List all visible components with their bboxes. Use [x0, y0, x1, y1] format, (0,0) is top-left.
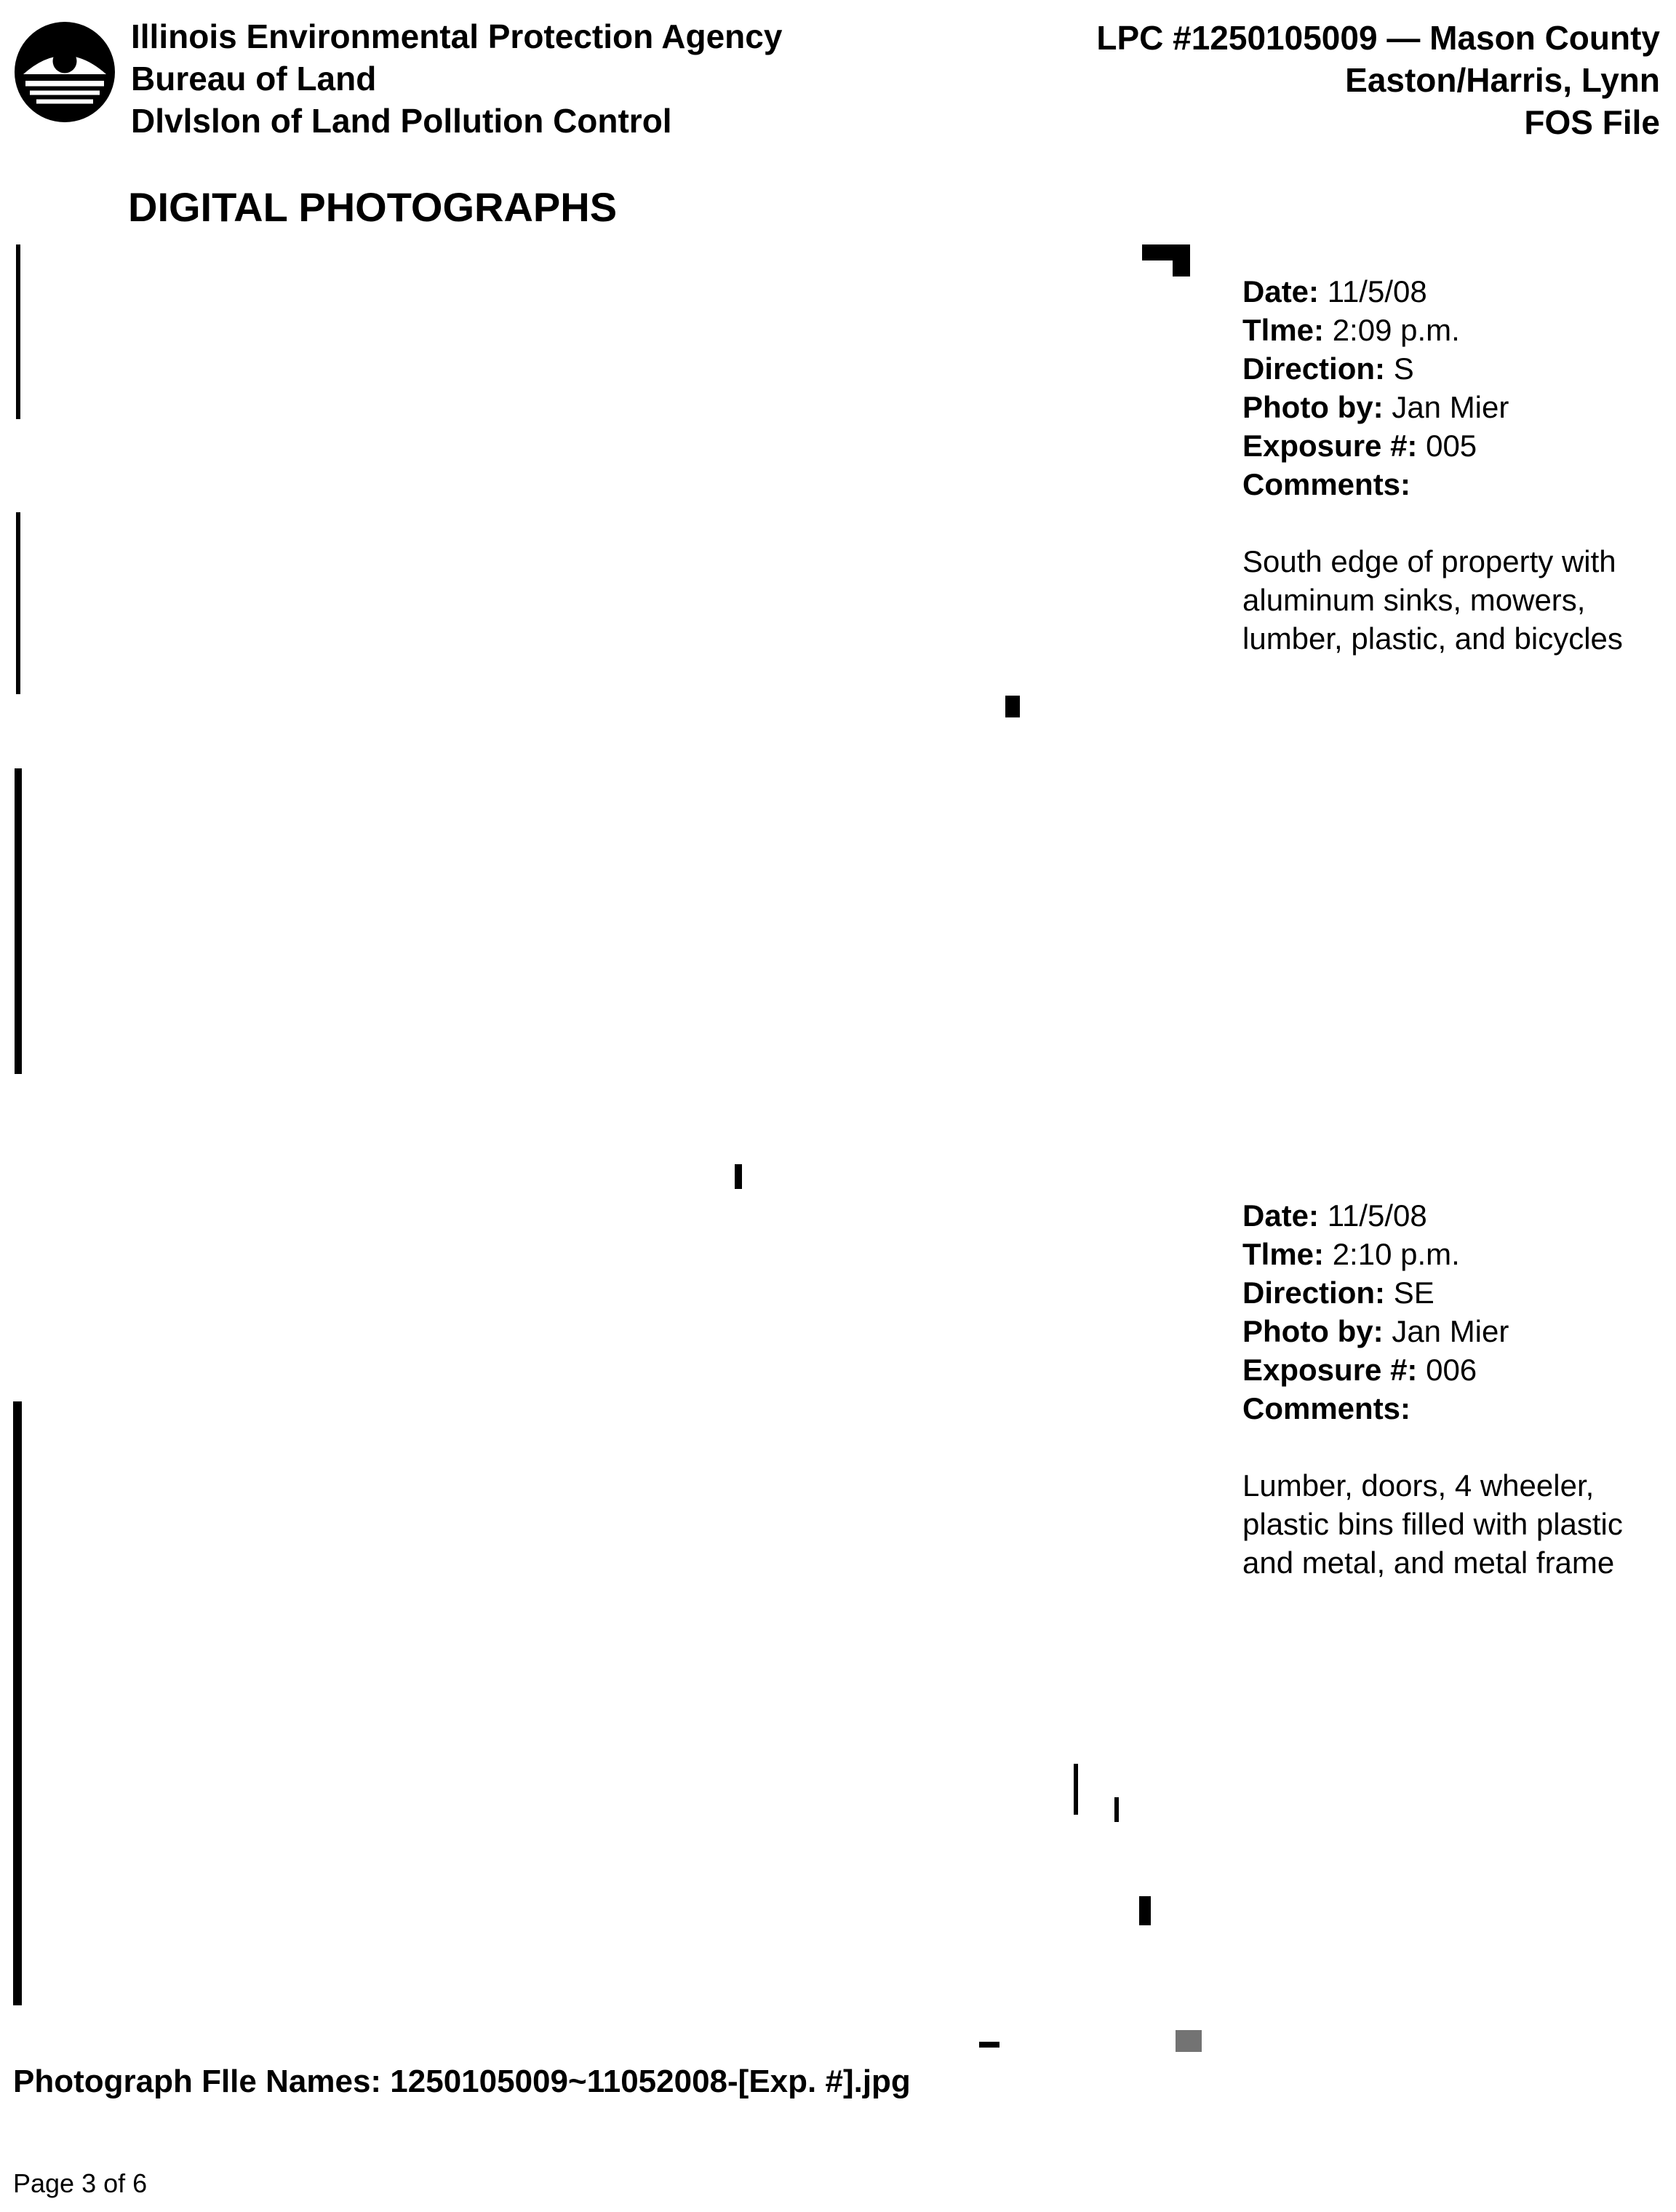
direction-value: S [1393, 351, 1414, 386]
scan-artifact [1173, 260, 1190, 276]
scan-artifact [1139, 1896, 1151, 1925]
scan-artifact [16, 244, 20, 419]
date-value: 11/5/08 [1327, 1198, 1427, 1233]
photo-info-1 [1242, 272, 1650, 658]
direction-value: SE [1393, 1276, 1434, 1310]
exposure-value: 006 [1426, 1353, 1477, 1387]
photo-file-names: Photograph Flle Names: 1250105009~11052008-[Exp. #].jpg [13, 2064, 911, 2099]
site-name: Easton/Harris, Lynn [1345, 61, 1660, 99]
scan-artifact [16, 512, 20, 694]
exposure-label: Exposure #: [1242, 1353, 1418, 1387]
date-value: 11/5/08 [1327, 274, 1427, 309]
photo-by-value: Jan Mier [1392, 1314, 1509, 1348]
scan-artifact [15, 768, 22, 1074]
time-value: 2:09 p.m. [1332, 313, 1460, 347]
scan-artifact [1114, 1797, 1119, 1822]
comments-label: Comments: [1242, 1391, 1411, 1425]
photo-by-label: Photo by: [1242, 1314, 1384, 1348]
time-label: Tlme: [1242, 1237, 1325, 1271]
scan-artifact [13, 1401, 22, 2005]
scan-artifact [1074, 1764, 1078, 1815]
scan-artifact [1005, 696, 1020, 717]
date-label: Date: [1242, 274, 1320, 309]
page-title: DIGITAL PHOTOGRAPHS [128, 184, 618, 230]
division-name: Dlvlslon of Land Pollution Control [131, 102, 672, 140]
comments-text: South edge of property with aluminum sinks, mowers, lumber, plastic, and bicycles [1242, 544, 1623, 656]
file-type: FOS File [1524, 103, 1660, 141]
lpc-number: LPC #1250105009 — Mason County [1096, 19, 1660, 57]
photo-by-value: Jan Mier [1392, 390, 1509, 424]
page-number: Page 3 of 6 [13, 2168, 148, 2198]
direction-label: Direction: [1242, 351, 1386, 386]
direction-label: Direction: [1242, 1276, 1386, 1310]
exposure-value: 005 [1426, 429, 1477, 463]
agency-name: Illinois Environmental Protection Agency [131, 17, 783, 55]
exposure-label: Exposure #: [1242, 429, 1418, 463]
comments-label: Comments: [1242, 467, 1411, 501]
scan-artifact [1176, 2030, 1202, 2052]
agency-seal-icon [10, 17, 119, 127]
scan-artifact [735, 1164, 742, 1189]
photo-by-label: Photo by: [1242, 390, 1384, 424]
date-label: Date: [1242, 1198, 1320, 1233]
time-label: Tlme: [1242, 313, 1325, 347]
time-value: 2:10 p.m. [1332, 1237, 1460, 1271]
scan-artifact [1142, 244, 1190, 260]
comments-text: Lumber, doors, 4 wheeler, plastic bins filled with plastic and metal, and metal frame [1242, 1468, 1623, 1580]
bureau-name: Bureau of Land [131, 60, 377, 98]
photo-info-2 [1242, 1196, 1650, 1582]
scan-artifact [979, 2042, 999, 2048]
